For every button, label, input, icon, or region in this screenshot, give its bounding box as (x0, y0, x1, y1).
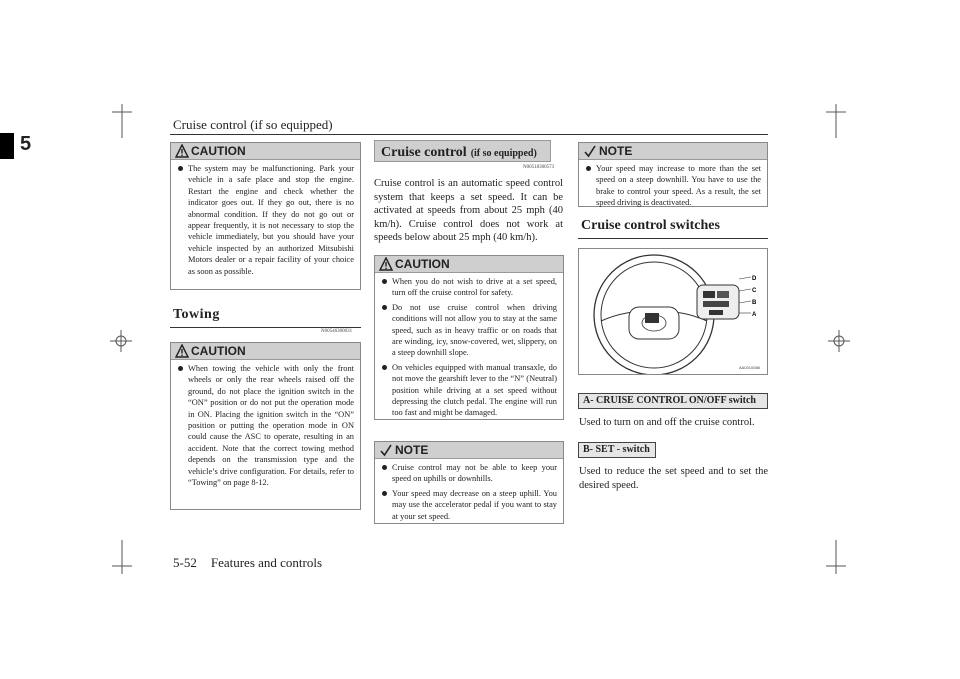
page-footer (173, 555, 322, 571)
warning-triangle-icon (175, 344, 189, 358)
cruise-section-code: N00518300573 (523, 165, 555, 170)
caution-item: The system may be malfunctioning. Park your vehicle in a safe place and stop the engine. Restart the engine and check whether the indicator goes out. If they go out, there is no abnormal condition. If they do not go out or appear frequently, it is not necessary to stop the vehicle immediately, but you should have your vehicle inspected by an authorized Mitsubishi Motors dealer or a repair facility of your choice as soon as possible. (171, 163, 360, 277)
caution-item: Do not use cruise control when driving conditions will not allow you to stay at the same speed, such as in heavy traffic or on roads that are winding, icy, snow-covered, wet, slippery, on a steep downhill slope. (375, 302, 563, 359)
caution-item: When towing the vehicle with only the front wheels or only the rear wheels raised off the ground, do not place the ignition switch in the “ON” position or do not put the operation mode in ON. Placing the ignition switch in the “ON” position or putting the operation mode in ON could cause the ASC to operate, resulting in an accident. Note that the correct towing method depends on the transmission type and the vehicle’s drive configuration. For details, refer to “Towing” on page 8-12. (171, 363, 360, 488)
pencil-check-icon (379, 443, 393, 457)
pencil-check-icon (583, 144, 597, 158)
switch-b-label: B- SET - switch (578, 442, 656, 458)
cruise-control-title-bar (374, 140, 551, 162)
switch-a-label: A- CRUISE CONTROL ON/OFF switch (578, 393, 768, 409)
figure-label-a: A (752, 312, 757, 318)
warning-triangle-icon (379, 257, 393, 271)
section-subtitle: (if so equipped) (470, 148, 537, 159)
cruise-intro-paragraph: Cruise control is an automatic speed control system that keeps a set speed. It can be activated at speeds from about 25 mph (40 km/h). Cruise control does not work at speeds below about 25 mph (40 km/h). (374, 178, 563, 244)
steering-wheel-figure (578, 248, 768, 375)
towing-rule (170, 327, 361, 328)
note-header (579, 143, 767, 160)
registration-mark-right (828, 330, 850, 352)
caution-box-system (170, 142, 361, 290)
switches-rule (578, 238, 768, 239)
caution-box-towing (170, 342, 361, 510)
note-item: Your speed may decrease on a steep uphill. You may use the accelerator pedal if you want to stay at your set speed. (375, 488, 563, 522)
registration-mark-left (110, 330, 132, 352)
caution-item: When you do not wish to drive at a set speed, turn off the cruise control for safety. (375, 276, 563, 299)
page-header-title: Cruise control (if so equipped) (173, 117, 333, 132)
warning-triangle-icon (175, 144, 189, 158)
chapter-tab (0, 133, 14, 159)
header-rule (170, 134, 768, 135)
crop-mark-top-left (112, 104, 132, 138)
figure-label-d: D (752, 276, 757, 282)
footer-section: Features and controls (210, 555, 323, 570)
crop-mark-bottom-left (112, 540, 132, 574)
note-box-downhill (578, 142, 768, 207)
switches-heading: Cruise control switches (581, 218, 720, 233)
figure-label-c: C (752, 288, 757, 294)
note-item: Your speed may increase to more than the set speed on a steep downhill. You have to use the brake to control your speed. As a result, the set speed driving is deactivated. (579, 163, 767, 209)
switch-a-description: Used to turn on and off the cruise control. (579, 417, 755, 428)
note-box-cruise (374, 441, 564, 524)
note-label: NOTE (599, 144, 633, 158)
caution-box-cruise (374, 255, 564, 420)
note-header (375, 442, 563, 459)
towing-heading: Towing (173, 307, 220, 322)
chapter-number: 5 (20, 133, 32, 155)
section-title: Cruise control (381, 145, 467, 160)
caution-header (375, 256, 563, 273)
note-label: NOTE (395, 443, 429, 457)
towing-section-code: N00546300031 (321, 329, 353, 334)
caution-label: CAUTION (191, 144, 246, 158)
caution-label: CAUTION (395, 257, 450, 271)
crop-mark-bottom-right (826, 540, 846, 574)
figure-code: AA0310088 (739, 365, 760, 370)
switch-b-description: Used to reduce the set speed and to set the desired speed. (579, 466, 768, 491)
caution-label: CAUTION (191, 344, 246, 358)
caution-header (171, 343, 360, 360)
crop-mark-top-right (826, 104, 846, 138)
caution-item: On vehicles equipped with manual transaxle, do not move the gearshift lever to the “N” (Neutral) position while driving at a set speed without depressing the clutch pedal. The engine will run too fast and might be damaged. (375, 362, 563, 419)
figure-label-b: B (752, 300, 757, 306)
caution-header (171, 143, 360, 160)
note-item: Cruise control may not be able to keep your speed on uphills or downhills. (375, 462, 563, 485)
steering-wheel-illustration (579, 249, 767, 374)
page-number: 5-52 (173, 555, 197, 570)
